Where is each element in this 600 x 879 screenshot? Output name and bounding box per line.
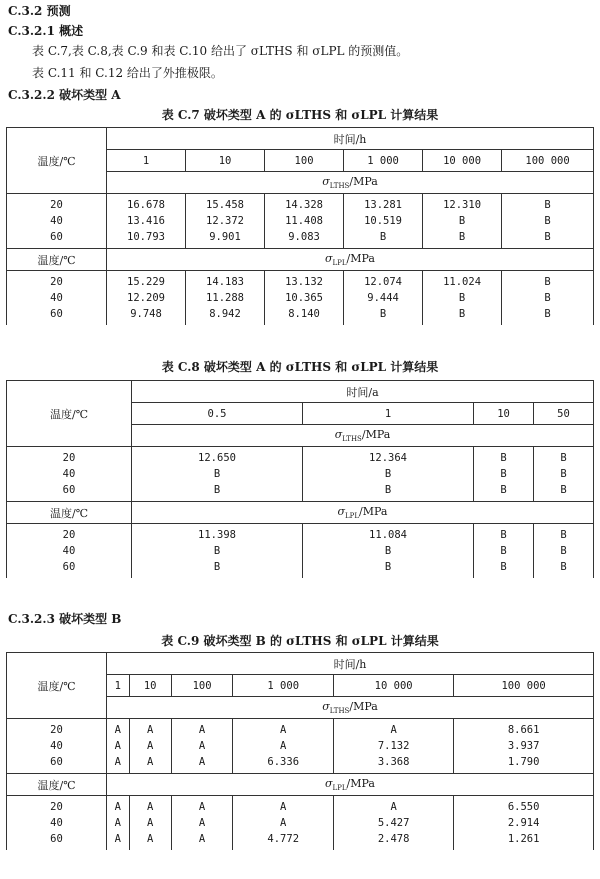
- value-cell: 2.914: [454, 815, 594, 831]
- value-cell: 16.678: [107, 194, 186, 214]
- value-cell: B: [474, 559, 534, 578]
- value-cell: 3.937: [454, 738, 594, 754]
- table-row: [7, 543, 594, 559]
- temperature-cell: 20: [7, 447, 132, 467]
- value-cell: A: [171, 831, 233, 850]
- value-cell: 9.083: [265, 229, 344, 249]
- lpl-unit-header: $\sigma_{LPL}$/MPa: [107, 249, 594, 271]
- table-row: [7, 271, 594, 291]
- value-cell: A: [107, 796, 130, 816]
- value-cell: B: [423, 213, 502, 229]
- temperature-header: 温度/℃: [7, 774, 107, 796]
- time-value: 1: [303, 403, 474, 425]
- value-cell: 8.140: [265, 306, 344, 325]
- value-cell: A: [129, 738, 171, 754]
- value-cell: A: [171, 719, 233, 739]
- value-cell: 9.444: [344, 290, 423, 306]
- temperature-cell: 20: [7, 194, 107, 214]
- value-cell: 10.793: [107, 229, 186, 249]
- value-cell: A: [233, 815, 334, 831]
- temperature-cell: 40: [7, 738, 107, 754]
- value-cell: A: [129, 719, 171, 739]
- temperature-cell: 20: [7, 796, 107, 816]
- time-value: 10: [129, 675, 171, 697]
- temperature-cell: 20: [7, 719, 107, 739]
- time-value: 100 000: [454, 675, 594, 697]
- time-value: 10: [186, 150, 265, 172]
- temperature-cell: 40: [7, 213, 107, 229]
- value-cell: A: [233, 719, 334, 739]
- value-cell: 13.132: [265, 271, 344, 291]
- value-cell: B: [534, 466, 594, 482]
- table-row: [7, 194, 594, 214]
- value-cell: B: [303, 466, 474, 482]
- heading-c321: C.3.2.1 概述: [8, 24, 84, 38]
- value-cell: 6.336: [233, 754, 334, 774]
- value-cell: 11.408: [265, 213, 344, 229]
- value-cell: 12.364: [303, 447, 474, 467]
- value-cell: A: [107, 738, 130, 754]
- time-value: 10: [474, 403, 534, 425]
- value-cell: B: [303, 482, 474, 502]
- value-cell: 13.416: [107, 213, 186, 229]
- temperature-cell: 60: [7, 306, 107, 325]
- value-cell: B: [423, 306, 502, 325]
- value-cell: 13.281: [344, 194, 423, 214]
- value-cell: B: [474, 466, 534, 482]
- value-cell: 12.074: [344, 271, 423, 291]
- temperature-cell: 60: [7, 229, 107, 249]
- value-cell: 12.372: [186, 213, 265, 229]
- time-header: 时间/h: [107, 128, 594, 150]
- table-row: [7, 466, 594, 482]
- temperature-cell: 60: [7, 831, 107, 850]
- table-c9-table: [6, 652, 594, 850]
- value-cell: B: [534, 543, 594, 559]
- value-cell: 15.229: [107, 271, 186, 291]
- value-cell: B: [344, 229, 423, 249]
- time-value: 1 000: [344, 150, 423, 172]
- time-value: 100: [171, 675, 233, 697]
- table-row: [7, 796, 594, 816]
- value-cell: A: [129, 815, 171, 831]
- table-row: [7, 559, 594, 578]
- table-c8-table: [6, 380, 594, 578]
- value-cell: 15.458: [186, 194, 265, 214]
- value-cell: A: [107, 815, 130, 831]
- table-c8-caption: 表 C.8 破坏类型 A 的 σLTHS 和 σLPL 计算结果: [161, 360, 439, 374]
- table-c9-caption: 表 C.9 破坏类型 B 的 σLTHS 和 σLPL 计算结果: [161, 634, 439, 648]
- value-cell: A: [129, 831, 171, 850]
- value-cell: A: [171, 754, 233, 774]
- value-cell: B: [132, 466, 303, 482]
- value-cell: B: [303, 559, 474, 578]
- value-cell: B: [502, 271, 594, 291]
- table-c7-table: [6, 127, 594, 325]
- time-value: 1: [107, 675, 130, 697]
- temperature-cell: 40: [7, 543, 132, 559]
- temperature-header: 温度/℃: [7, 502, 132, 524]
- value-cell: 14.328: [265, 194, 344, 214]
- value-cell: B: [474, 482, 534, 502]
- value-cell: B: [132, 559, 303, 578]
- paragraph-1: 表 C.7,表 C.8,表 C.9 和表 C.10 给出了 σLTHS 和 σLPL 的预测值。: [32, 44, 409, 58]
- value-cell: A: [334, 796, 454, 816]
- time-value: 100: [265, 150, 344, 172]
- value-cell: 12.310: [423, 194, 502, 214]
- table-row: [7, 754, 594, 774]
- value-cell: A: [233, 796, 334, 816]
- value-cell: B: [474, 543, 534, 559]
- value-cell: 1.261: [454, 831, 594, 850]
- value-cell: A: [129, 796, 171, 816]
- table-row: [7, 447, 594, 467]
- lpl-unit-header: $\sigma_{LPL}$/MPa: [132, 502, 594, 524]
- temperature-header: 温度/℃: [7, 128, 107, 194]
- value-cell: 11.398: [132, 524, 303, 544]
- value-cell: 9.901: [186, 229, 265, 249]
- value-cell: 5.427: [334, 815, 454, 831]
- table-row: [7, 738, 594, 754]
- value-cell: A: [107, 719, 130, 739]
- temperature-cell: 20: [7, 271, 107, 291]
- value-cell: 2.478: [334, 831, 454, 850]
- lpl-unit-header: $\sigma_{LPL}$/MPa: [107, 774, 594, 796]
- table-row: [7, 213, 594, 229]
- value-cell: B: [474, 447, 534, 467]
- value-cell: B: [534, 482, 594, 502]
- time-value: 50: [534, 403, 594, 425]
- value-cell: 14.183: [186, 271, 265, 291]
- temperature-header: 温度/℃: [7, 249, 107, 271]
- time-value: 10 000: [423, 150, 502, 172]
- value-cell: 1.790: [454, 754, 594, 774]
- value-cell: 8.942: [186, 306, 265, 325]
- heading-c323: C.3.2.3 破坏类型 B: [8, 612, 122, 626]
- value-cell: 11.084: [303, 524, 474, 544]
- value-cell: 4.772: [233, 831, 334, 850]
- table-row: [7, 524, 594, 544]
- temperature-cell: 20: [7, 524, 132, 544]
- value-cell: B: [502, 229, 594, 249]
- value-cell: B: [344, 306, 423, 325]
- value-cell: 10.365: [265, 290, 344, 306]
- value-cell: 11.024: [423, 271, 502, 291]
- value-cell: A: [233, 738, 334, 754]
- temperature-cell: 60: [7, 482, 132, 502]
- value-cell: B: [534, 524, 594, 544]
- temperature-cell: 60: [7, 754, 107, 774]
- value-cell: 3.368: [334, 754, 454, 774]
- value-cell: B: [303, 543, 474, 559]
- table-row: [7, 719, 594, 739]
- value-cell: B: [474, 524, 534, 544]
- value-cell: 12.209: [107, 290, 186, 306]
- value-cell: A: [171, 815, 233, 831]
- table-row: [7, 482, 594, 502]
- value-cell: 10.519: [344, 213, 423, 229]
- value-cell: 6.550: [454, 796, 594, 816]
- time-value: 1 000: [233, 675, 334, 697]
- value-cell: A: [129, 754, 171, 774]
- temperature-cell: 40: [7, 815, 107, 831]
- value-cell: 8.661: [454, 719, 594, 739]
- temperature-cell: 60: [7, 559, 132, 578]
- value-cell: A: [334, 719, 454, 739]
- value-cell: B: [502, 290, 594, 306]
- value-cell: B: [132, 482, 303, 502]
- value-cell: A: [107, 831, 130, 850]
- table-row: [7, 229, 594, 249]
- time-value: 10 000: [334, 675, 454, 697]
- value-cell: B: [423, 229, 502, 249]
- temperature-header: 温度/℃: [7, 381, 132, 447]
- table-row: [7, 831, 594, 850]
- table-row: [7, 306, 594, 325]
- time-value: 0.5: [132, 403, 303, 425]
- value-cell: 9.748: [107, 306, 186, 325]
- value-cell: B: [534, 447, 594, 467]
- time-value: 100 000: [502, 150, 594, 172]
- value-cell: B: [502, 213, 594, 229]
- time-header: 时间/a: [132, 381, 594, 403]
- temperature-cell: 40: [7, 466, 132, 482]
- table-row: [7, 815, 594, 831]
- value-cell: B: [132, 543, 303, 559]
- value-cell: B: [502, 306, 594, 325]
- value-cell: B: [502, 194, 594, 214]
- value-cell: 12.650: [132, 447, 303, 467]
- value-cell: A: [107, 754, 130, 774]
- temperature-header: 温度/℃: [7, 653, 107, 719]
- heading-c322: C.3.2.2 破坏类型 A: [8, 88, 121, 102]
- paragraph-2: 表 C.11 和 C.12 给出了外推极限。: [32, 66, 223, 80]
- heading-c32: C.3.2 预测: [8, 4, 71, 18]
- value-cell: B: [534, 559, 594, 578]
- temperature-cell: 40: [7, 290, 107, 306]
- value-cell: 11.288: [186, 290, 265, 306]
- value-cell: A: [171, 738, 233, 754]
- value-cell: B: [423, 290, 502, 306]
- time-value: 1: [107, 150, 186, 172]
- value-cell: A: [171, 796, 233, 816]
- time-header: 时间/h: [107, 653, 594, 675]
- lths-unit-header: $\sigma_{LTHS}$/MPa: [132, 425, 594, 447]
- lths-unit-header: $\sigma_{LTHS}$/MPa: [107, 697, 594, 719]
- table-row: [7, 290, 594, 306]
- value-cell: 7.132: [334, 738, 454, 754]
- table-c7-caption: 表 C.7 破坏类型 A 的 σLTHS 和 σLPL 计算结果: [161, 108, 439, 122]
- lths-unit-header: $\sigma_{LTHS}$/MPa: [107, 172, 594, 194]
